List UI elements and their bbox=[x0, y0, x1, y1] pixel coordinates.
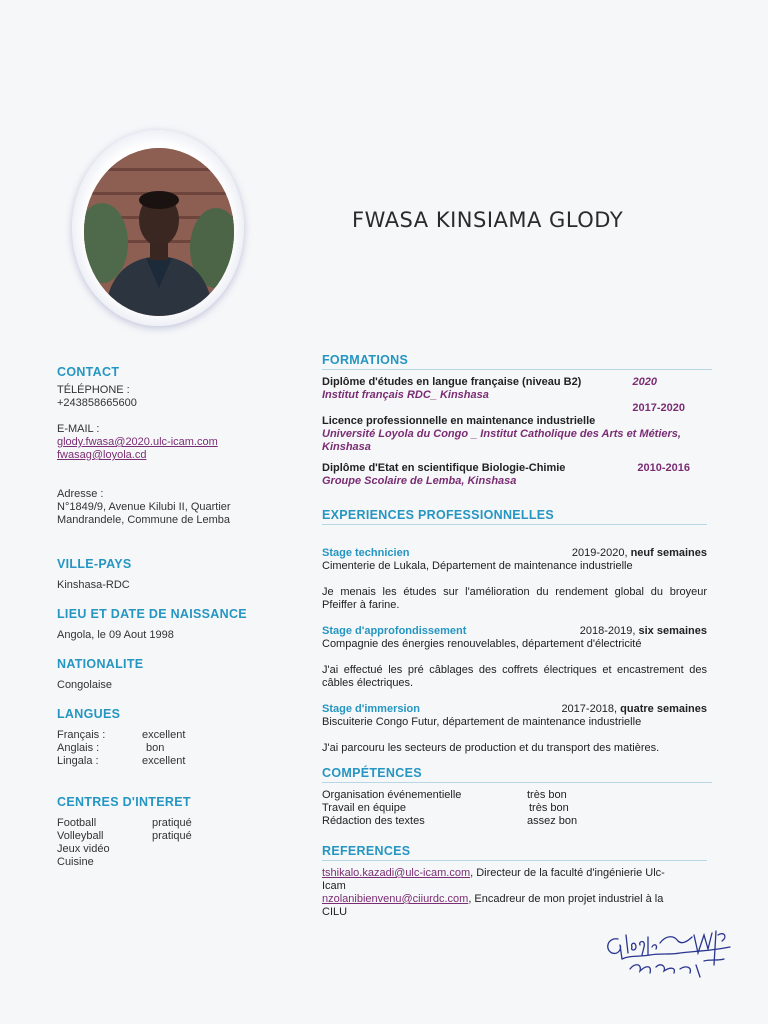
competence-row bbox=[322, 815, 712, 828]
experience-company: Biscuiterie Congo Futur, département de maintenance industrielle bbox=[322, 716, 642, 728]
ville-value: Kinshasa-RDC bbox=[57, 579, 130, 591]
interet-row bbox=[57, 830, 297, 843]
profile-photo bbox=[84, 148, 234, 316]
reference-role-cont: CILU bbox=[322, 906, 348, 918]
interet-row bbox=[57, 817, 297, 830]
nationalite-section bbox=[57, 658, 297, 692]
interet-row bbox=[57, 856, 297, 869]
nationalite-value: Congolaise bbox=[57, 679, 113, 691]
formations-section bbox=[322, 354, 712, 488]
reference-item bbox=[322, 893, 707, 906]
langue-name: Français : bbox=[57, 729, 106, 741]
contact-title: CONTACT bbox=[57, 365, 120, 379]
experience-title: Stage technicien bbox=[322, 547, 410, 559]
experience-company: Cimenterie de Lukala, Département de maintenance industrielle bbox=[322, 560, 633, 572]
references-section bbox=[322, 845, 707, 919]
competence-skill: Travail en équipe bbox=[322, 802, 406, 814]
ville-title: VILLE-PAYS bbox=[57, 557, 132, 571]
experiences-section bbox=[322, 509, 707, 755]
competence-level: très bon bbox=[529, 802, 569, 814]
reference-email-link[interactable]: tshikalo.kazadi@ulc-icam.com bbox=[322, 867, 471, 879]
formation-year-row bbox=[322, 402, 712, 415]
experience-period: 2019-2020, bbox=[571, 547, 628, 559]
formation-institution: Université Loyola du Congo _ Institut Catholique des Arts et Métiers, Kinshasa bbox=[322, 428, 681, 453]
experiences-title: EXPERIENCES PROFESSIONNELLES bbox=[322, 509, 707, 525]
naissance-value: Angola, le 09 Aout 1998 bbox=[57, 629, 174, 641]
competence-level: assez bon bbox=[527, 815, 578, 827]
experience-item bbox=[322, 703, 707, 716]
experience-description: Je menais les études sur l'amélioration du rendement global du broyeur Pfeiffer à farine. bbox=[322, 586, 707, 611]
experience-title: Stage d'approfondissement bbox=[322, 625, 467, 637]
competence-level: très bon bbox=[527, 789, 567, 801]
competences-title: COMPÉTENCES bbox=[322, 767, 712, 783]
experience-description: J'ai parcouru les secteurs de production et du transport des matières. bbox=[322, 742, 660, 754]
formation-degree: Diplôme d'études en langue française (niveau B2) bbox=[322, 376, 582, 388]
langues-title: LANGUES bbox=[57, 707, 121, 721]
reference-role-cont: Icam bbox=[322, 880, 346, 892]
interets-section bbox=[57, 796, 297, 869]
nationalite-title: NATIONALITE bbox=[57, 657, 144, 671]
interets-title: CENTRES D'INTERET bbox=[57, 795, 191, 809]
email-link-2[interactable]: fwasag@loyola.cd bbox=[57, 449, 147, 461]
reference-item bbox=[322, 867, 707, 880]
formation-degree: Diplôme d'Etat en scientifique Biologie-Chimie bbox=[322, 462, 566, 474]
experience-title: Stage d'immersion bbox=[322, 703, 420, 715]
experience-description: J'ai effectué les pré câblages des coffrets électriques et encastrement des câbles électriques. bbox=[322, 664, 707, 689]
langues-section bbox=[57, 708, 297, 768]
ville-section bbox=[57, 558, 297, 592]
phone-label: TÉLÉPHONE : bbox=[57, 384, 130, 396]
phone-value: +243858665600 bbox=[57, 397, 137, 409]
langue-row bbox=[57, 742, 297, 755]
interet-name: Volleyball bbox=[57, 830, 104, 842]
langue-row bbox=[57, 729, 297, 742]
naissance-title: LIEU ET DATE DE NAISSANCE bbox=[57, 607, 247, 621]
experience-duration: six semaines bbox=[638, 625, 707, 637]
formations-title: FORMATIONS bbox=[322, 354, 712, 370]
interet-name: Jeux vidéo bbox=[57, 843, 110, 855]
experience-duration: quatre semaines bbox=[620, 703, 707, 715]
reference-role: , Directeur de la faculté d'ingénierie Ulc- bbox=[470, 867, 665, 879]
interet-name: Cuisine bbox=[57, 856, 94, 868]
experience-duration: neuf semaines bbox=[630, 547, 707, 559]
formation-institution: Groupe Scolaire de Lemba, Kinshasa bbox=[322, 475, 517, 487]
competence-row bbox=[322, 789, 712, 802]
formation-degree: Licence professionnelle en maintenance industrielle bbox=[322, 415, 596, 427]
interet-level: pratiqué bbox=[152, 830, 192, 842]
competence-row bbox=[322, 802, 712, 815]
experience-item bbox=[322, 547, 707, 560]
address-line-1: N°1849/9, Avenue Kilubi II, Quartier bbox=[57, 501, 231, 513]
address-line-2: Mandrandele, Commune de Lemba bbox=[57, 514, 231, 526]
competence-skill: Organisation événementielle bbox=[322, 789, 462, 801]
formation-year: 2010-2016 bbox=[637, 462, 690, 474]
naissance-section bbox=[57, 608, 297, 642]
langue-level: excellent bbox=[142, 729, 186, 741]
reference-email-link[interactable]: nzolanibienvenu@ciiurdc.com bbox=[322, 893, 469, 905]
interet-name: Football bbox=[57, 817, 97, 829]
interet-level: pratiqué bbox=[152, 817, 192, 829]
reference-role: , Encadreur de mon projet industriel à la bbox=[468, 893, 664, 905]
experience-item bbox=[322, 625, 707, 638]
competence-skill: Rédaction des textes bbox=[322, 815, 425, 827]
interet-row bbox=[57, 843, 297, 856]
full-name: FWASA KINSIAMA GLODY bbox=[352, 208, 624, 232]
left-column bbox=[57, 366, 297, 527]
handwritten-signature bbox=[600, 925, 750, 985]
formation-year: 2017-2020 bbox=[632, 402, 685, 414]
langue-name: Anglais : bbox=[57, 742, 100, 754]
competences-section bbox=[322, 767, 712, 828]
experience-period: 2018-2019, bbox=[579, 625, 636, 637]
email-link-1[interactable]: glody.fwasa@2020.ulc-icam.com bbox=[57, 436, 218, 448]
formation-item bbox=[322, 376, 712, 389]
email-label: E-MAIL : bbox=[57, 423, 100, 435]
langue-name: Lingala : bbox=[57, 755, 99, 767]
experience-period: 2017-2018, bbox=[561, 703, 618, 715]
langue-row bbox=[57, 755, 297, 768]
langue-level: excellent bbox=[142, 755, 186, 767]
langue-level: bon bbox=[146, 742, 165, 754]
experience-company: Compagnie des énergies renouvelables, département d'électricité bbox=[322, 638, 642, 650]
formation-institution: Institut français RDC_ Kinshasa bbox=[322, 389, 489, 401]
formation-item bbox=[322, 462, 712, 475]
references-title: REFERENCES bbox=[322, 845, 707, 861]
formation-year: 2020 bbox=[632, 376, 657, 388]
address-label: Adresse : bbox=[57, 488, 104, 500]
